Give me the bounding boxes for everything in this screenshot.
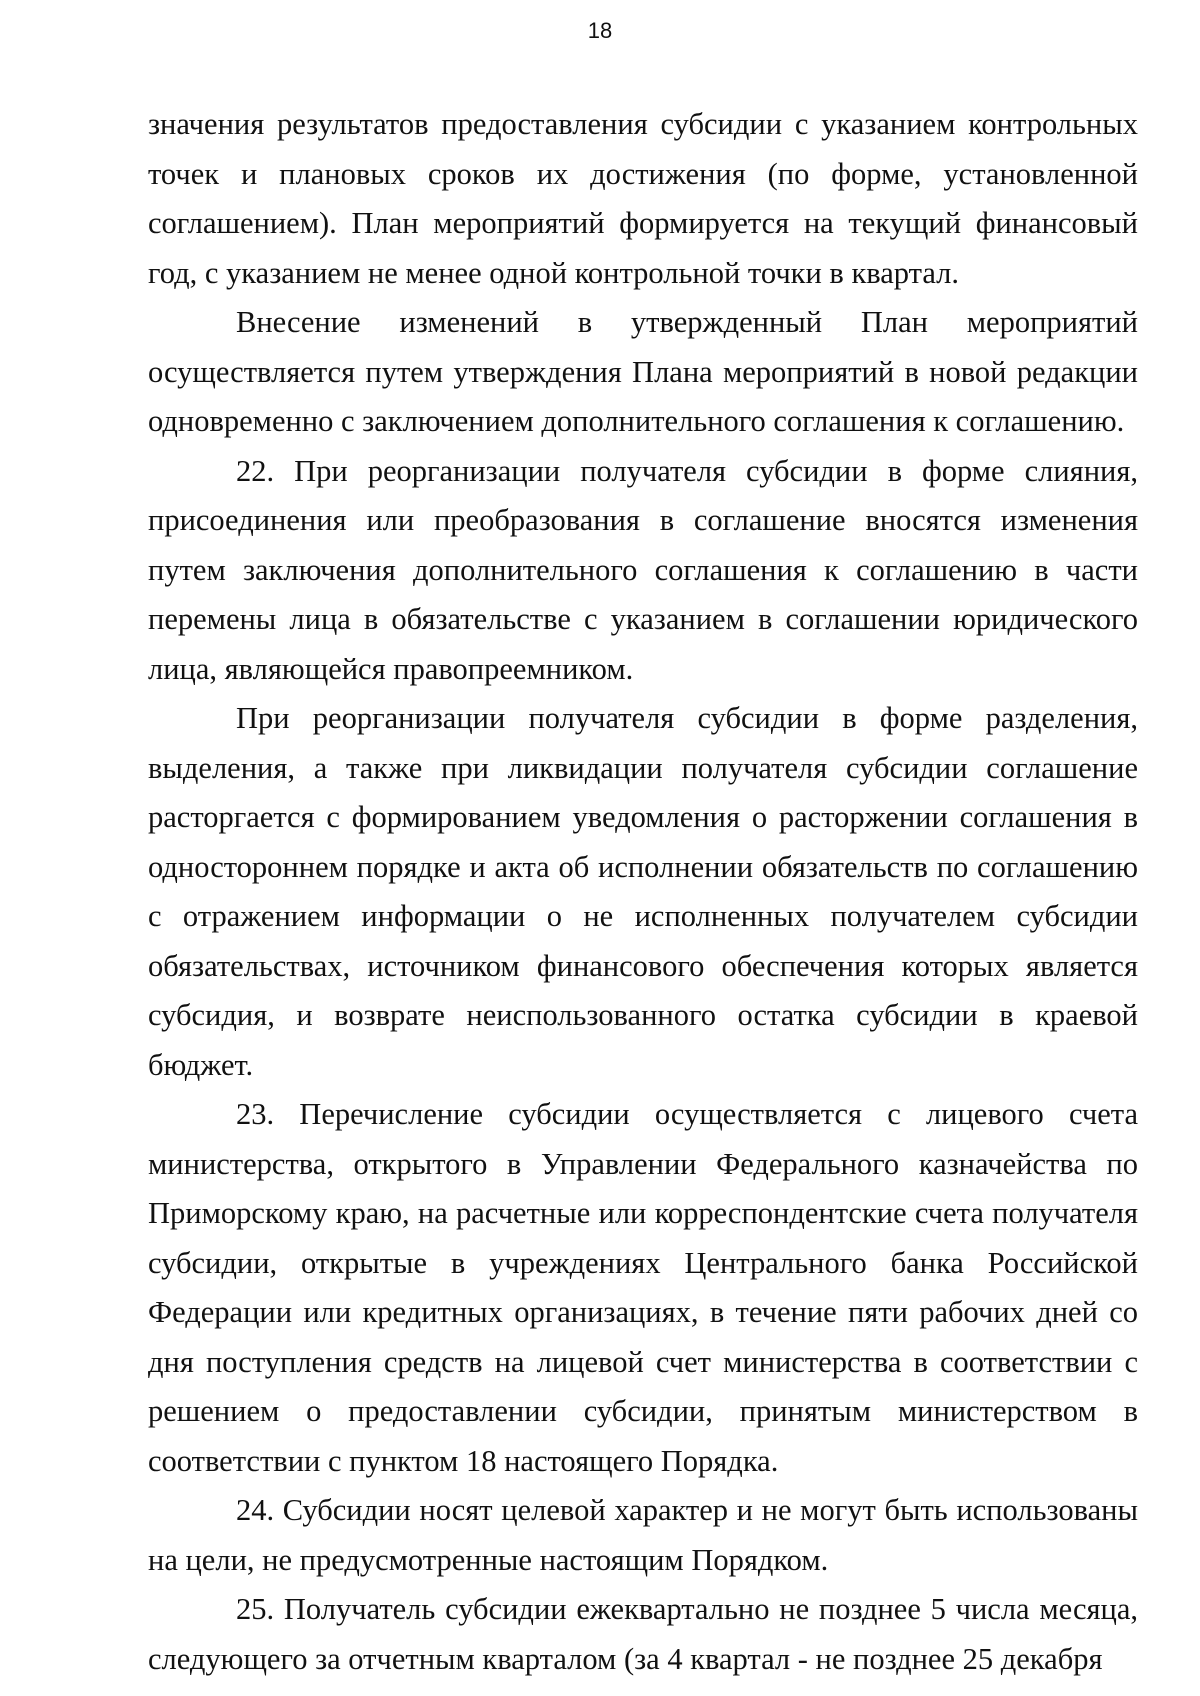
paragraph-22-reorganization: При реорганизации получателя субсидии в форме разделения, выделения, а также при ликвидации получателя субсидии соглашение расторгается с формированием уведомления о расторжении соглашения в одностороннем порядке и акта об исполнении обязательств по соглашению с отражением информации о не исполненных получателем субсидии обязательствах, источником финансового обеспечения которых является субсидия, и возврате неиспользованного остатка субсидии в краевой бюджет.: [148, 701, 1138, 1082]
paragraph-22: 22. При реорганизации получателя субсидии в форме слияния, присоединения или преобразования в соглашение вносятся изменения путем заключения дополнительного соглашения к соглашению в части перемены лица в обязательстве с указанием в соглашении юридического лица, являющейся правопреемником.: [148, 453, 1138, 686]
page-number: 18: [587, 18, 613, 43]
paragraph-25: 25. Получатель субсидии ежеквартально не позднее 5 числа месяца, следующего за отчетным кварталом (за 4 квартал - не позднее 25 декабря: [148, 1592, 1138, 1676]
paragraph-continuation: значения результатов предоставления субсидии с указанием контрольных точек и плановых сроков их достижения (по форме, установленной соглашением). План мероприятий формируется на текущий финансовый год, с указанием не менее одной контрольной точки в квартал.: [148, 107, 1138, 290]
document-body: [148, 100, 1138, 1684]
paragraph-plan-changes: Внесение изменений в утвержденный План мероприятий осуществляется путем утверждения Плана мероприятий в новой редакции одновременно с заключением дополнительного соглашения к соглашению.: [148, 305, 1138, 438]
paragraph-23: 23. Перечисление субсидии осуществляется с лицевого счета министерства, открытого в Управлении Федерального казначейства по Приморскому краю, на расчетные или корреспондентские счета получателя субсидии, открытые в учреждениях Центрального банка Российской Федерации или кредитных организациях, в течение пяти рабочих дней со дня поступления средств на лицевой счет министерства в соответствии с решением о предоставлении субсидии, принятым министерством в соответствии с пунктом 18 настоящего Порядка.: [148, 1097, 1138, 1478]
paragraph-24: 24. Субсидии носят целевой характер и не могут быть использованы на цели, не предусмотренные настоящим Порядком.: [148, 1493, 1138, 1577]
